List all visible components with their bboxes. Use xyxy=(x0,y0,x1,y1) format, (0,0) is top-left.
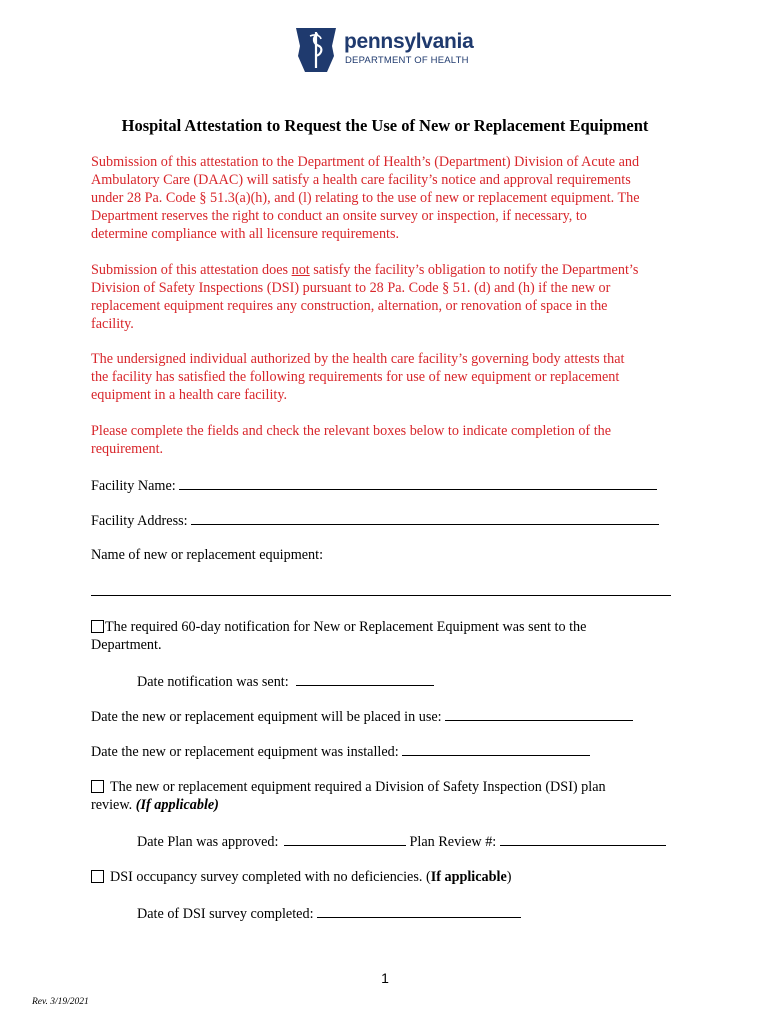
equipment-name-field[interactable] xyxy=(91,582,671,596)
logo-department: DEPARTMENT OF HEALTH xyxy=(345,55,469,66)
intro-paragraph-4 xyxy=(91,422,691,458)
text-line: the facility has satisfied the following requirements for use of new equipment or replacement xyxy=(91,369,620,385)
revision-date: Rev. 3/19/2021 xyxy=(32,997,89,1007)
date-dsi-survey-label: Date of DSI survey completed: xyxy=(137,906,314,922)
equipment-name-label: Name of new or replacement equipment: xyxy=(91,547,324,563)
notification-text-cont: Department. xyxy=(91,637,162,653)
checklist-item-notification xyxy=(91,618,586,636)
date-notification-row xyxy=(137,672,434,691)
notification-checkbox[interactable] xyxy=(91,620,104,633)
pa-health-logo xyxy=(294,26,484,74)
intro-paragraph-1 xyxy=(91,153,691,243)
page-number: 1 xyxy=(381,970,389,986)
date-placed-row xyxy=(91,707,633,726)
date-installed-field[interactable] xyxy=(402,742,590,756)
facility-address-label: Facility Address: xyxy=(91,513,188,529)
text-line: facility. xyxy=(91,316,134,332)
page-title: Hospital Attestation to Request the Use of New or Replacement Equipment xyxy=(121,116,649,135)
facility-name-row xyxy=(91,476,657,495)
notification-text: The required 60-day notification for New or Replacement Equipment was sent to the xyxy=(105,619,587,635)
facility-address-field[interactable] xyxy=(191,511,659,525)
checklist-item-dsi-plan xyxy=(91,778,606,796)
date-notification-label: Date notification was sent: xyxy=(137,674,289,690)
if-applicable-note: If applicable xyxy=(430,869,507,885)
date-plan-approved-field[interactable] xyxy=(284,832,406,846)
text-line: replacement equipment requires any construction, alternation, or renovation of space in the xyxy=(91,298,608,314)
text-line: Please complete the fields and check the relevant boxes below to indicate completion of the xyxy=(91,423,612,439)
text-line: under 28 Pa. Code § 51.3(a)(h), and (l) relating to the use of new or replacement equipment. The xyxy=(91,190,640,206)
text-line: The undersigned individual authorized by the health care facility’s governing body attests that xyxy=(91,351,625,367)
text-line: Division of Safety Inspections (DSI) pursuant to 28 Pa. Code § 51. (d) and (h) if the new or xyxy=(91,280,611,296)
text-line: equipment in a health care facility. xyxy=(91,387,288,403)
plan-approval-row xyxy=(137,832,666,851)
dsi-plan-text-cont: review. (If applicable) xyxy=(91,797,219,813)
date-placed-label: Date the new or replacement equipment will be placed in use: xyxy=(91,709,442,725)
date-placed-field[interactable] xyxy=(445,707,633,721)
equipment-name-row xyxy=(91,582,671,601)
date-installed-label: Date the new or replacement equipment was installed: xyxy=(91,744,399,760)
plan-review-label: Plan Review #: xyxy=(409,834,497,850)
facility-address-row xyxy=(91,511,659,530)
date-notification-field[interactable] xyxy=(296,672,434,686)
date-dsi-survey-row xyxy=(137,904,521,923)
dsi-plan-text: The new or replacement equipment required a Division of Safety Inspection (DSI) plan xyxy=(110,779,606,795)
text-line: requirement. xyxy=(91,441,164,457)
dsi-plan-checkbox[interactable] xyxy=(91,780,104,793)
facility-name-field[interactable] xyxy=(179,476,657,490)
text-line: Submission of this attestation does not satisfy the facility’s obligation to notify the Department’s xyxy=(91,262,639,278)
plan-review-field[interactable] xyxy=(500,832,666,846)
logo-wordmark: pennsylvania xyxy=(344,30,474,53)
facility-name-label: Facility Name: xyxy=(91,478,176,494)
intro-paragraph-2 xyxy=(91,261,691,333)
keystone-icon xyxy=(294,26,338,74)
if-applicable-note: (If applicable) xyxy=(135,797,219,813)
text-line: Ambulatory Care (DAAC) will satisfy a health care facility’s notice and approval requirements xyxy=(91,172,631,188)
date-plan-approved-label: Date Plan was approved: xyxy=(137,834,279,850)
checklist-item-dsi-survey: DSI occupancy survey completed with no deficiencies. (If applicable) xyxy=(91,868,512,886)
intro-paragraph-3 xyxy=(91,350,691,404)
text-line: Submission of this attestation to the Department of Health’s (Department) Division of Acute and xyxy=(91,154,640,170)
emphasis-not: not xyxy=(291,262,310,278)
text-line: Department reserves the right to conduct an onsite survey or inspection, if necessary, to xyxy=(91,208,587,224)
text-line: determine compliance with all licensure requirements. xyxy=(91,226,400,242)
date-installed-row xyxy=(91,742,590,761)
date-dsi-survey-field[interactable] xyxy=(317,904,521,918)
dsi-survey-text: DSI occupancy survey completed with no deficiencies. ( xyxy=(110,869,431,885)
dsi-survey-checkbox[interactable] xyxy=(91,870,104,883)
